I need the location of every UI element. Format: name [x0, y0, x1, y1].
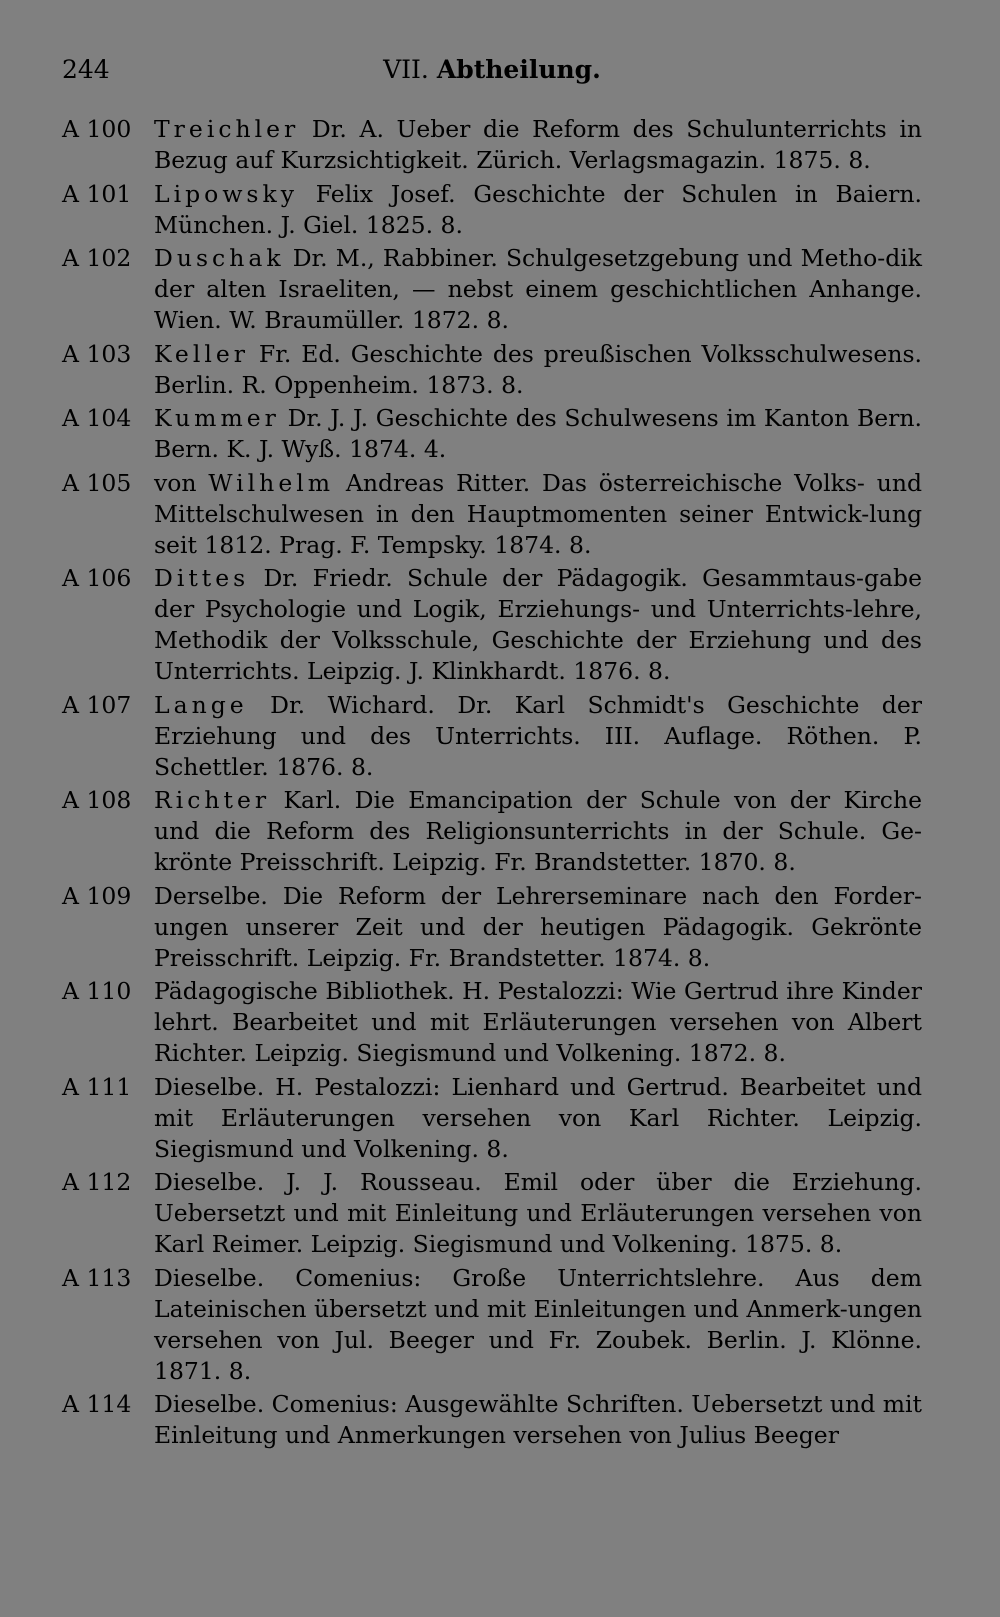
entry-text [154, 468, 922, 561]
catalog-entry [62, 785, 922, 878]
entry-author: Duschak [154, 244, 285, 272]
entry-author: Lipowsky [154, 179, 299, 208]
entry-id: A 114 [62, 1390, 132, 1418]
catalog-entry [62, 179, 922, 241]
entry-description: Dr. Friedr. Schule der Pädagogik. Gesammtaus-gabe der Psychologie und Logik, Erziehungs- und Unterrichts-lehre, Methodik der Volksschule, Geschichte der Erziehung und des Unterrichts. Leipzig. J. Klinkhardt. 1876. 8. [154, 564, 922, 685]
entry-id: A 101 [62, 179, 132, 208]
entry-text [154, 976, 922, 1069]
entry-description: Dieselbe. J. J. Rousseau. Emil oder über die Erziehung. Uebersetzt und mit Einleitung und Erläuterungen versehen von Karl Reimer. Leipzig. Siegismund und Volkening. 1875. 8. [154, 1168, 922, 1258]
entry-description: Dr. A. Ueber die Reform des Schulunterrichts in Bezug auf Kurzsichtigkeit. Zürich. Verlagsmagazin. 1875. 8. [154, 115, 922, 174]
entry-text [154, 243, 922, 336]
entry-description: Fr. Ed. Geschichte des preußischen Volksschulwesens. Berlin. R. Oppenheim. 1873. 8. [154, 339, 922, 399]
catalog-entry [62, 976, 922, 1069]
entry-description: Dieselbe. H. Pestalozzi: Lienhard und Gertrud. Bearbeitet und mit Erläuterungen versehen von Karl Richter. Leipzig. Siegismund und Volkening. 8. [154, 1072, 922, 1163]
entry-description: Pädagogische Bibliothek. H. Pestalozzi: Wie Gertrud ihre Kinder lehrt. Bearbeitet und mit Erläuterungen versehen von Albert Richter. Leipzig. Siegismund und Volkening. 1872. 8. [154, 977, 922, 1067]
entry-text [154, 1167, 922, 1260]
entry-text [154, 403, 922, 465]
entry-id: A 106 [62, 564, 132, 592]
section-number: VII. [383, 55, 429, 84]
entry-description: Dr. J. J. Geschichte des Schulwesens im Kanton Bern. Bern. K. J. Wyß. 1874. 4. [154, 404, 922, 463]
entry-text [154, 179, 922, 241]
section-title: Abtheilung. [436, 55, 601, 84]
entry-description: Andreas Ritter. Das österreichische Volks- und Mittelschulwesen in den Hauptmomenten seiner Entwick-lung seit 1812. Prag. F. Tempsky. 1874. 8. [154, 468, 923, 559]
entry-id: A 108 [62, 786, 132, 814]
entry-id: A 111 [62, 1072, 132, 1101]
entry-id: A 112 [62, 1168, 132, 1196]
catalog-entry [62, 114, 922, 176]
entry-text [154, 690, 922, 783]
entry-author: Wilhelm [208, 468, 335, 497]
entry-author: Kummer [154, 404, 280, 432]
catalog-entry [62, 1389, 922, 1451]
entry-id: A 103 [62, 339, 132, 368]
entry-text [154, 1263, 922, 1387]
entry-text [154, 563, 922, 687]
entry-description: Derselbe. Die Reform der Lehrerseminare nach den Forder-ungen unserer Zeit und der heutigen Pädagogik. Gekrönte Preisschrift. Leipzig. Fr. Brandstetter. 1874. 8. [154, 881, 922, 972]
entry-text [154, 785, 922, 878]
entry-description: Dr. M., Rabbiner. Schulgesetzgebung und Metho-dik der alten Israeliten, — nebst einem geschichtlichen Anhange. Wien. W. Braumüller. 1872. 8. [154, 244, 922, 334]
entry-text [154, 339, 922, 401]
running-head [62, 50, 922, 90]
entry-description: Dieselbe. Comenius: Ausgewählte Schriften. Uebersetzt und mit Einleitung und Anmerkungen versehen von Julius Beeger [154, 1390, 922, 1449]
entry-text [154, 114, 922, 176]
entry-author: Richter [154, 786, 271, 814]
entry-id: A 100 [62, 115, 132, 143]
entry-author: Keller [154, 339, 250, 368]
entry-description: Dieselbe. Comenius: Große Unterrichtslehre. Aus dem Lateinischen übersetzt und mit Einleitungen und Anmerk-ungen versehen von Jul. Beeger und Fr. Zoubek. Berlin. J. Klönne. 1871. 8. [154, 1263, 922, 1385]
catalog-entry [62, 690, 922, 783]
entry-id: A 110 [62, 977, 132, 1005]
entry-description: Felix Josef. Geschichte der Schulen in Baiern. München. J. Giel. 1825. 8. [154, 179, 922, 239]
entry-id: A 102 [62, 244, 132, 272]
entry-id: A 105 [62, 468, 132, 497]
catalog-entry [62, 468, 922, 561]
entry-text [154, 881, 922, 974]
catalog-entry [62, 339, 922, 401]
catalog-entries [62, 114, 922, 1454]
catalog-entry [62, 1167, 922, 1260]
catalog-entry [62, 1263, 922, 1387]
entry-text [154, 1072, 922, 1165]
entry-author: Lange [154, 690, 248, 719]
page-header [62, 50, 922, 90]
catalog-entry [62, 881, 922, 974]
catalog-entry [62, 1072, 922, 1165]
entry-id: A 104 [62, 404, 132, 432]
entry-id: A 107 [62, 690, 132, 719]
entry-author: Treichler [154, 115, 300, 143]
catalog-entry [62, 243, 922, 336]
catalog-entry [62, 563, 922, 687]
entry-author: Dittes [154, 564, 250, 592]
entry-id: A 113 [62, 1263, 132, 1292]
entry-description: Dr. Wichard. Dr. Karl Schmidt's Geschichte der Erziehung und des Unterrichts. III. Auflage. Röthen. P. Schettler. 1876. 8. [154, 690, 922, 781]
entry-text [154, 1389, 922, 1451]
author-prefix: von [154, 468, 209, 497]
page-number: 244 [62, 55, 110, 84]
catalog-entry [62, 403, 922, 465]
entry-description: Karl. Die Emancipation der Schule von der Kirche und die Reform des Religionsunterrichts in der Schule. Ge-krönte Preisschrift. Leipzig. Fr. Brandstetter. 1870. 8. [154, 786, 922, 876]
entry-id: A 109 [62, 881, 132, 910]
